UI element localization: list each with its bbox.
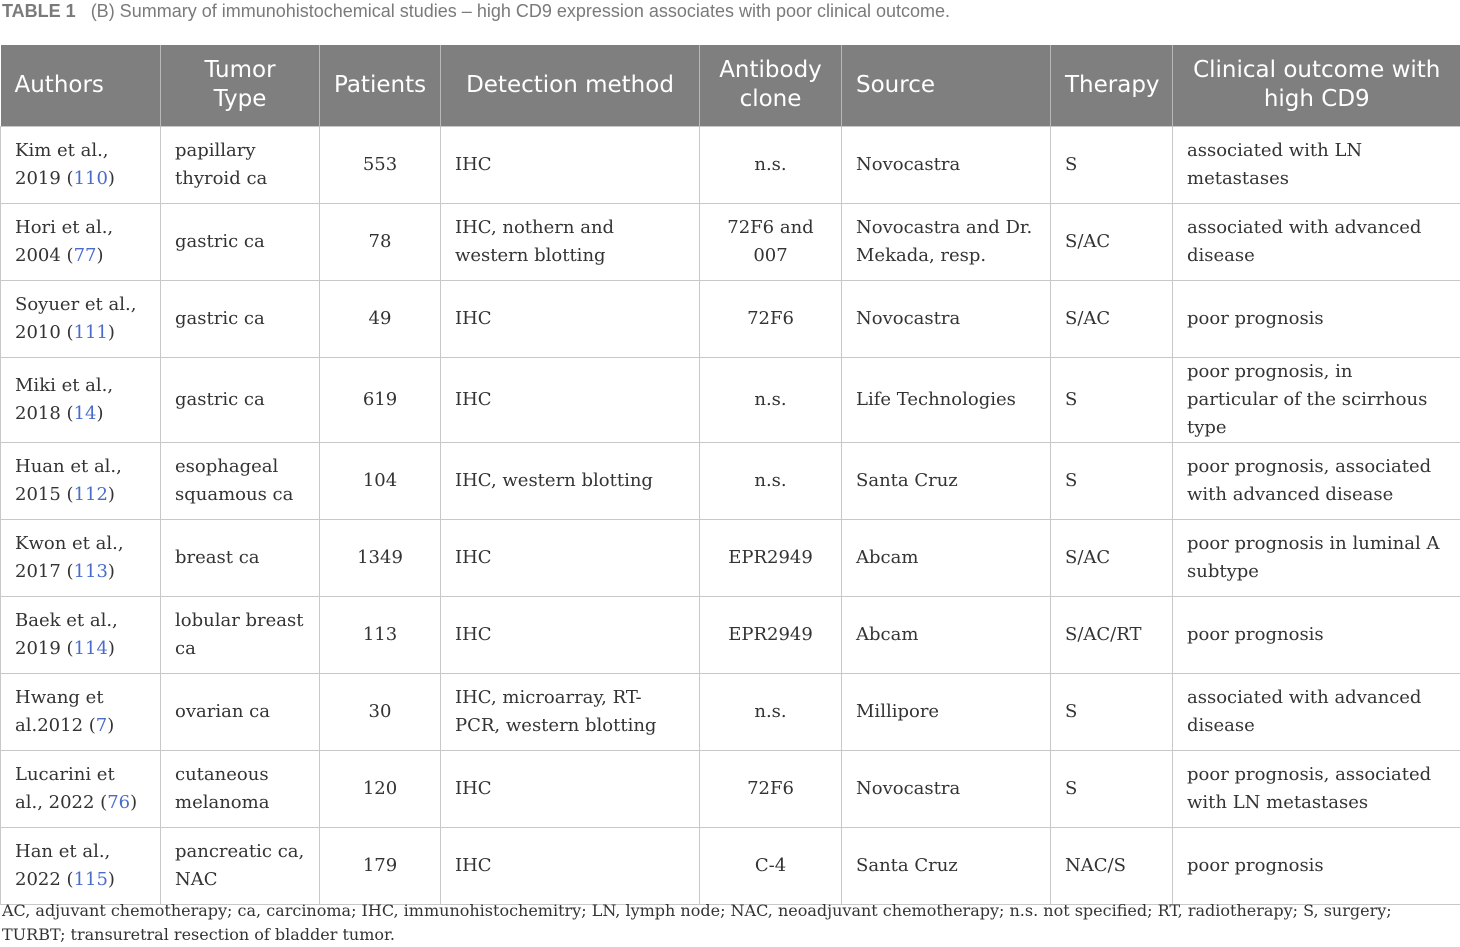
table-row — [1, 357, 1460, 442]
table-caption — [2, 0, 950, 24]
reference-link[interactable]: 113 — [74, 561, 108, 582]
cell-detection-method: IHC — [441, 827, 700, 904]
table-row — [1, 519, 1460, 596]
cell-tumor-type: pancreatic ca, NAC — [161, 827, 320, 904]
reference-link[interactable]: 111 — [74, 322, 108, 343]
cell-tumor-type: papillary thyroid ca — [161, 126, 320, 203]
header-therapy[interactable]: Therapy — [1051, 45, 1173, 126]
reference-link[interactable]: 77 — [74, 245, 97, 266]
author-close-paren: ) — [130, 792, 137, 813]
cell-patients: 49 — [320, 280, 441, 357]
author-close-paren: ) — [108, 561, 115, 582]
cell-authors — [1, 203, 161, 280]
cell-therapy: S/AC — [1051, 280, 1173, 357]
reference-link[interactable]: 7 — [96, 715, 107, 736]
reference-link[interactable]: 14 — [74, 403, 97, 424]
cell-therapy: S — [1051, 442, 1173, 519]
cell-tumor-type: gastric ca — [161, 280, 320, 357]
author-text: Hwang et al.2012 ( — [15, 687, 104, 736]
header-patients[interactable]: Patients — [320, 45, 441, 126]
table-row — [1, 596, 1460, 673]
cell-antibody-clone: 72F6 — [700, 750, 842, 827]
data-table — [0, 45, 1460, 905]
cell-source: Millipore — [842, 673, 1051, 750]
author-text: Kim et al., 2019 ( — [15, 140, 109, 189]
author-text: Han et al., 2022 ( — [15, 841, 110, 890]
header-row — [1, 45, 1460, 126]
cell-therapy: S — [1051, 673, 1173, 750]
cell-detection-method: IHC — [441, 357, 700, 442]
cell-patients: 1349 — [320, 519, 441, 596]
cell-antibody-clone: n.s. — [700, 673, 842, 750]
cell-patients: 120 — [320, 750, 441, 827]
cell-patients: 619 — [320, 357, 441, 442]
cell-detection-method: IHC — [441, 596, 700, 673]
cell-antibody-clone: 72F6 — [700, 280, 842, 357]
cell-source: Novocastra — [842, 750, 1051, 827]
cell-tumor-type: lobular breast ca — [161, 596, 320, 673]
cell-authors — [1, 673, 161, 750]
cell-authors — [1, 596, 161, 673]
cell-therapy: S — [1051, 750, 1173, 827]
author-text: Lucarini et al., 2022 ( — [15, 764, 115, 813]
table-row — [1, 750, 1460, 827]
reference-link[interactable]: 112 — [74, 484, 108, 505]
cell-therapy: S — [1051, 357, 1173, 442]
cell-patients: 78 — [320, 203, 441, 280]
author-close-paren: ) — [96, 245, 103, 266]
cell-source: Novocastra — [842, 126, 1051, 203]
cell-tumor-type: cutaneous melanoma — [161, 750, 320, 827]
cell-antibody-clone: C-4 — [700, 827, 842, 904]
table-row — [1, 442, 1460, 519]
header-detection-method[interactable]: Detection method — [441, 45, 700, 126]
cell-detection-method: IHC — [441, 280, 700, 357]
cell-therapy: S/AC — [1051, 203, 1173, 280]
cell-patients: 104 — [320, 442, 441, 519]
cell-clinical-outcome: poor prognosis, in particular of the scirrhous type — [1173, 357, 1460, 442]
cell-antibody-clone: n.s. — [700, 126, 842, 203]
cell-clinical-outcome: poor prognosis in luminal A subtype — [1173, 519, 1460, 596]
cell-clinical-outcome: poor prognosis — [1173, 280, 1460, 357]
cell-patients: 179 — [320, 827, 441, 904]
cell-tumor-type: ovarian ca — [161, 673, 320, 750]
cell-patients: 553 — [320, 126, 441, 203]
reference-link[interactable]: 110 — [74, 168, 108, 189]
cell-source: Abcam — [842, 596, 1051, 673]
author-text: Huan et al., 2015 ( — [15, 456, 122, 505]
cell-clinical-outcome: associated with LN metastases — [1173, 126, 1460, 203]
cell-patients: 30 — [320, 673, 441, 750]
table-row — [1, 203, 1460, 280]
header-source[interactable]: Source — [842, 45, 1051, 126]
cell-therapy: S/AC — [1051, 519, 1173, 596]
header-tumor-type[interactable]: Tumor Type — [161, 45, 320, 126]
reference-link[interactable]: 76 — [107, 792, 130, 813]
cell-source: Life Technologies — [842, 357, 1051, 442]
cell-authors — [1, 750, 161, 827]
cell-clinical-outcome: poor prognosis — [1173, 827, 1460, 904]
cell-antibody-clone: EPR2949 — [700, 596, 842, 673]
reference-link[interactable]: 115 — [74, 869, 108, 890]
cell-therapy: S/AC/RT — [1051, 596, 1173, 673]
author-close-paren: ) — [108, 484, 115, 505]
header-antibody-clone[interactable]: Antibody clone — [700, 45, 842, 126]
cell-detection-method: IHC — [441, 126, 700, 203]
table-row — [1, 673, 1460, 750]
table-label: TABLE 1 — [2, 1, 76, 21]
cell-clinical-outcome: associated with advanced disease — [1173, 203, 1460, 280]
cell-antibody-clone: EPR2949 — [700, 519, 842, 596]
table-row — [1, 827, 1460, 904]
cell-source: Santa Cruz — [842, 442, 1051, 519]
cell-source: Santa Cruz — [842, 827, 1051, 904]
author-text: Kwon et al., 2017 ( — [15, 533, 124, 582]
cell-detection-method: IHC, nothern and western blotting — [441, 203, 700, 280]
reference-link[interactable]: 114 — [74, 638, 108, 659]
author-text: Soyuer et al., 2010 ( — [15, 294, 136, 343]
author-text: Miki et al., 2018 ( — [15, 375, 113, 424]
cell-antibody-clone: n.s. — [700, 442, 842, 519]
author-close-paren: ) — [107, 715, 114, 736]
author-close-paren: ) — [96, 403, 103, 424]
cell-antibody-clone: 72F6 and 007 — [700, 203, 842, 280]
cell-detection-method: IHC — [441, 750, 700, 827]
author-close-paren: ) — [108, 869, 115, 890]
cell-patients: 113 — [320, 596, 441, 673]
table-row — [1, 126, 1460, 203]
cell-authors — [1, 280, 161, 357]
cell-clinical-outcome: associated with advanced disease — [1173, 673, 1460, 750]
cell-source: Abcam — [842, 519, 1051, 596]
cell-clinical-outcome: poor prognosis, associated with advanced disease — [1173, 442, 1460, 519]
cell-authors — [1, 442, 161, 519]
cell-detection-method: IHC — [441, 519, 700, 596]
cell-tumor-type: esophageal squamous ca — [161, 442, 320, 519]
cell-authors — [1, 357, 161, 442]
cell-therapy: S — [1051, 126, 1173, 203]
cell-tumor-type: breast ca — [161, 519, 320, 596]
cell-tumor-type: gastric ca — [161, 203, 320, 280]
author-text: Hori et al., 2004 ( — [15, 217, 113, 266]
cell-source: Novocastra — [842, 280, 1051, 357]
cell-antibody-clone: n.s. — [700, 357, 842, 442]
cell-source: Novocastra and Dr. Mekada, resp. — [842, 203, 1051, 280]
cell-detection-method: IHC, western blotting — [441, 442, 700, 519]
table-footnote: AC, adjuvant chemotherapy; ca, carcinoma; IHC, immunohistochemitry; LN, lymph node; NAC, neoadjuvant chemotherapy; n.s. not specified; RT, radiotherapy; S, surgery; TURBT; transuretral resection of bladder tumor. — [2, 899, 1460, 947]
table-row — [1, 280, 1460, 357]
header-clinical-outcome[interactable]: Clinical outcome with high CD9 — [1173, 45, 1460, 126]
cell-authors — [1, 126, 161, 203]
table-title: (B) Summary of immunohistochemical studies – high CD9 expression associates with poor clinical outcome. — [91, 1, 950, 21]
cell-tumor-type: gastric ca — [161, 357, 320, 442]
header-authors[interactable]: Authors — [1, 45, 161, 126]
author-close-paren: ) — [108, 168, 115, 189]
cell-clinical-outcome: poor prognosis — [1173, 596, 1460, 673]
cell-authors — [1, 827, 161, 904]
author-text: Baek et al., 2019 ( — [15, 610, 118, 659]
cell-therapy: NAC/S — [1051, 827, 1173, 904]
cell-detection-method: IHC, microarray, RT-PCR, western blotting — [441, 673, 700, 750]
cell-clinical-outcome: poor prognosis, associated with LN metastases — [1173, 750, 1460, 827]
cell-authors — [1, 519, 161, 596]
author-close-paren: ) — [108, 322, 115, 343]
author-close-paren: ) — [108, 638, 115, 659]
